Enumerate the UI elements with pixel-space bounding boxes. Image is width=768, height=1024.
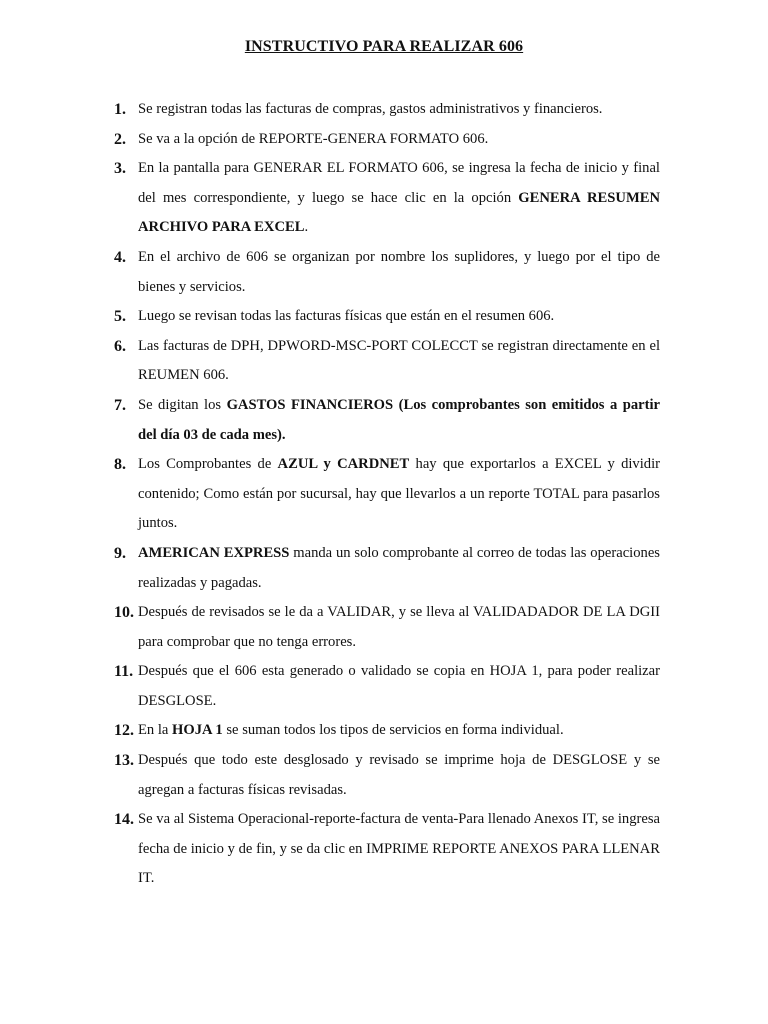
text-segment: Luego se revisan todas las facturas físicas que están en el resumen 606. <box>138 308 555 325</box>
item-text <box>138 95 660 125</box>
instruction-list <box>114 95 660 894</box>
list-item <box>114 598 660 657</box>
item-text <box>138 805 660 894</box>
text-segment: . <box>304 219 309 236</box>
item-text <box>138 450 660 539</box>
text-segment: Las facturas de DPH, DPWORD-MSC-PORT COLECCT se registran directamente en el REUMEN 606. <box>138 337 660 384</box>
item-text <box>138 746 660 805</box>
item-number: 6. <box>114 337 126 355</box>
bold-text-segment: AMERICAN EXPRESS <box>138 544 290 561</box>
item-number: 7. <box>114 396 126 414</box>
text-segment: Se digitan los <box>138 396 227 413</box>
item-text <box>138 243 660 302</box>
item-number: 5. <box>114 308 126 326</box>
text-segment: Después que todo este desglosado y revisado se imprime hoja de DESGLOSE y se agregan a facturas físicas revisadas. <box>138 752 660 798</box>
item-text <box>138 154 660 243</box>
list-item <box>114 746 660 805</box>
list-item <box>114 125 660 155</box>
list-item <box>114 243 660 302</box>
bold-text-segment: GASTOS FINANCIEROS (Los comprobantes son emitidos a partir del día 03 de cada mes). <box>138 396 660 443</box>
item-text <box>138 302 660 332</box>
item-text <box>138 539 660 598</box>
item-text <box>138 598 660 657</box>
text-segment: Los Comprobantes de <box>138 456 278 473</box>
item-text <box>138 332 660 391</box>
text-segment: En la <box>138 722 173 739</box>
item-text <box>138 125 660 155</box>
item-number: 13. <box>114 752 134 770</box>
list-item <box>114 391 660 450</box>
item-text <box>138 716 660 746</box>
item-number: 8. <box>114 456 126 474</box>
list-item <box>114 716 660 746</box>
list-item <box>114 302 660 332</box>
item-number: 10. <box>114 604 134 622</box>
list-item <box>114 95 660 125</box>
bold-text-segment: GENERA RESUMEN ARCHIVO PARA EXCEL <box>138 189 660 236</box>
item-number: 1. <box>114 101 126 118</box>
list-item <box>114 805 660 894</box>
text-segment: manda un solo comprobante al correo de todas las operaciones realizadas y pagadas. <box>138 544 660 591</box>
item-text <box>138 657 660 716</box>
list-item <box>114 450 660 539</box>
list-item <box>114 539 660 598</box>
item-number: 12. <box>114 722 134 740</box>
text-segment: Se registran todas las facturas de compras, gastos administrativos y financieros. <box>138 101 603 117</box>
text-segment: se suman todos los tipos de servicios en forma individual. <box>222 722 564 739</box>
list-item <box>114 154 660 243</box>
text-segment: hay que exportarlos a EXCEL y dividir contenido; Como están por sucursal, hay que llevarlos a un reporte TOTAL para pasarlos juntos. <box>138 456 660 532</box>
item-number: 11. <box>114 663 134 681</box>
text-segment: En la pantalla para GENERAR EL FORMATO 606, se ingresa la fecha de inicio y final del mes correspondiente, y luego se hace clic en la opción <box>138 160 660 206</box>
item-number: 9. <box>114 544 126 562</box>
item-number: 14. <box>114 811 134 829</box>
item-text <box>138 391 660 450</box>
document-title: INSTRUCTIVO PARA REALIZAR 606 <box>244 38 524 55</box>
item-number: 2. <box>114 130 126 148</box>
text-segment: Se va al Sistema Operacional-reporte-factura de venta-Para llenado Anexos IT, se ingresa fecha de inicio y de fin, y se da clic en IMPRIME REPORTE ANEXOS PARA LLENAR IT. <box>138 811 660 887</box>
item-number: 4. <box>114 248 126 266</box>
text-segment: Se va a la opción de REPORTE-GENERA FORMATO 606. <box>138 130 489 147</box>
bold-text-segment: AZUL y CARDNET <box>277 456 410 473</box>
bold-text-segment: HOJA 1 <box>172 722 223 739</box>
list-item <box>114 332 660 391</box>
item-number: 3. <box>114 160 126 178</box>
text-segment: Después de revisados se le da a VALIDAR, y se lleva al VALIDADADOR DE LA DGII para comprobar que no tenga errores. <box>138 604 660 650</box>
text-segment: Después que el 606 esta generado o validado se copia en HOJA 1, para poder realizar DESGLOSE. <box>138 663 660 709</box>
text-segment: En el archivo de 606 se organizan por nombre los suplidores, y luego por el tipo de bienes y servicios. <box>138 248 660 295</box>
list-item <box>114 657 660 716</box>
